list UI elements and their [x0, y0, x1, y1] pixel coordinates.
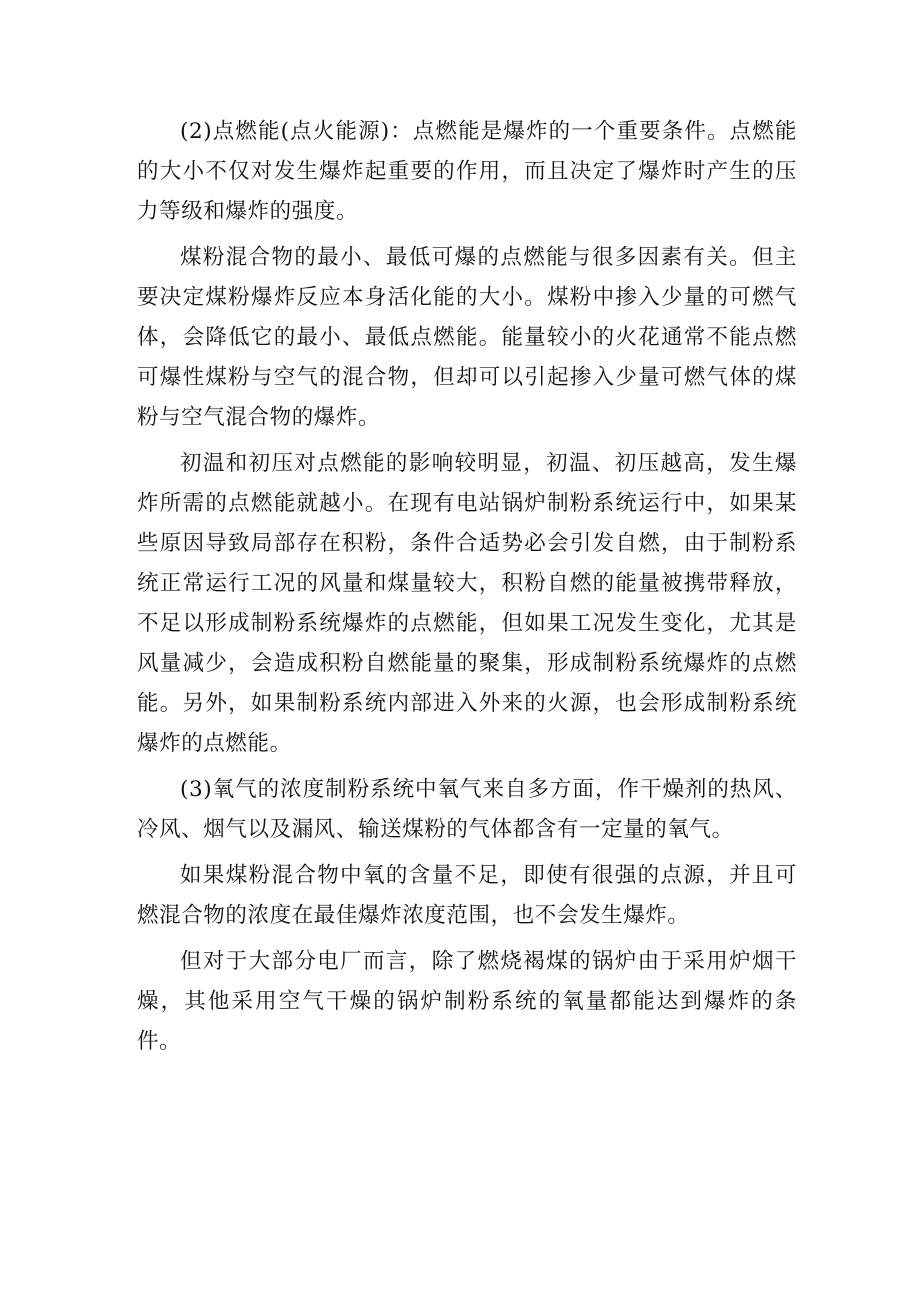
paragraph-minimum-ignition-factors: 煤粉混合物的最小、最低可爆的点燃能与很多因素有关。但主要决定煤粉爆炸反应本身活化能的大小。煤粉中掺入少量的可燃气体，会降低它的最小、最低点燃能。能量较小的火花通常不能点燃可爆性煤粉与空气的混合物，但却可以引起掺入少量可燃气体的煤粉与空气混合物的爆炸。: [137, 245, 797, 430]
paragraph-oxygen-concentration: (3)氧气的浓度制粉系统中氧气来自多方面，作干燥剂的热风、冷风、烟气以及漏风、输送煤粉的气体都含有一定量的氧气。: [137, 777, 797, 842]
paragraph-oxygen-insufficient: 如果煤粉混合物中氧的含量不足，即使有很强的点源，并且可燃混合物的浓度在最佳爆炸浓度范围，也不会发生爆炸。: [137, 863, 797, 928]
document-body: [137, 112, 797, 1068]
paragraph-ignition-energy: (2)点燃能(点火能源)：点燃能是爆炸的一个重要条件。点燃能的大小不仅对发生爆炸起重要的作用，而且决定了爆炸时产生的压力等级和爆炸的强度。: [137, 119, 797, 224]
paragraph-power-plant-drying: 但对于大部分电厂而言，除了燃烧褐煤的锅炉由于采用炉烟干燥，其他采用空气干燥的锅炉制粉系统的氧量都能达到爆炸的条件。: [137, 949, 797, 1054]
paragraph-initial-temperature-pressure: 初温和初压对点燃能的影响较明显，初温、初压越高，发生爆炸所需的点燃能就越小。在现有电站锅炉制粉系统运行中，如果某些原因导致局部存在积粉，条件合适势必会引发自燃，由于制粉系统正常运行工况的风量和煤量较大，积粉自燃的能量被携带释放，不足以形成制粉系统爆炸的点燃能，但如果工况发生变化，尤其是风量减少，会造成积粉自燃能量的聚集，形成制粉系统爆炸的点燃能。另外，如果制粉系统内部进入外来的火源，也会形成制粉系统爆炸的点燃能。: [137, 451, 797, 756]
